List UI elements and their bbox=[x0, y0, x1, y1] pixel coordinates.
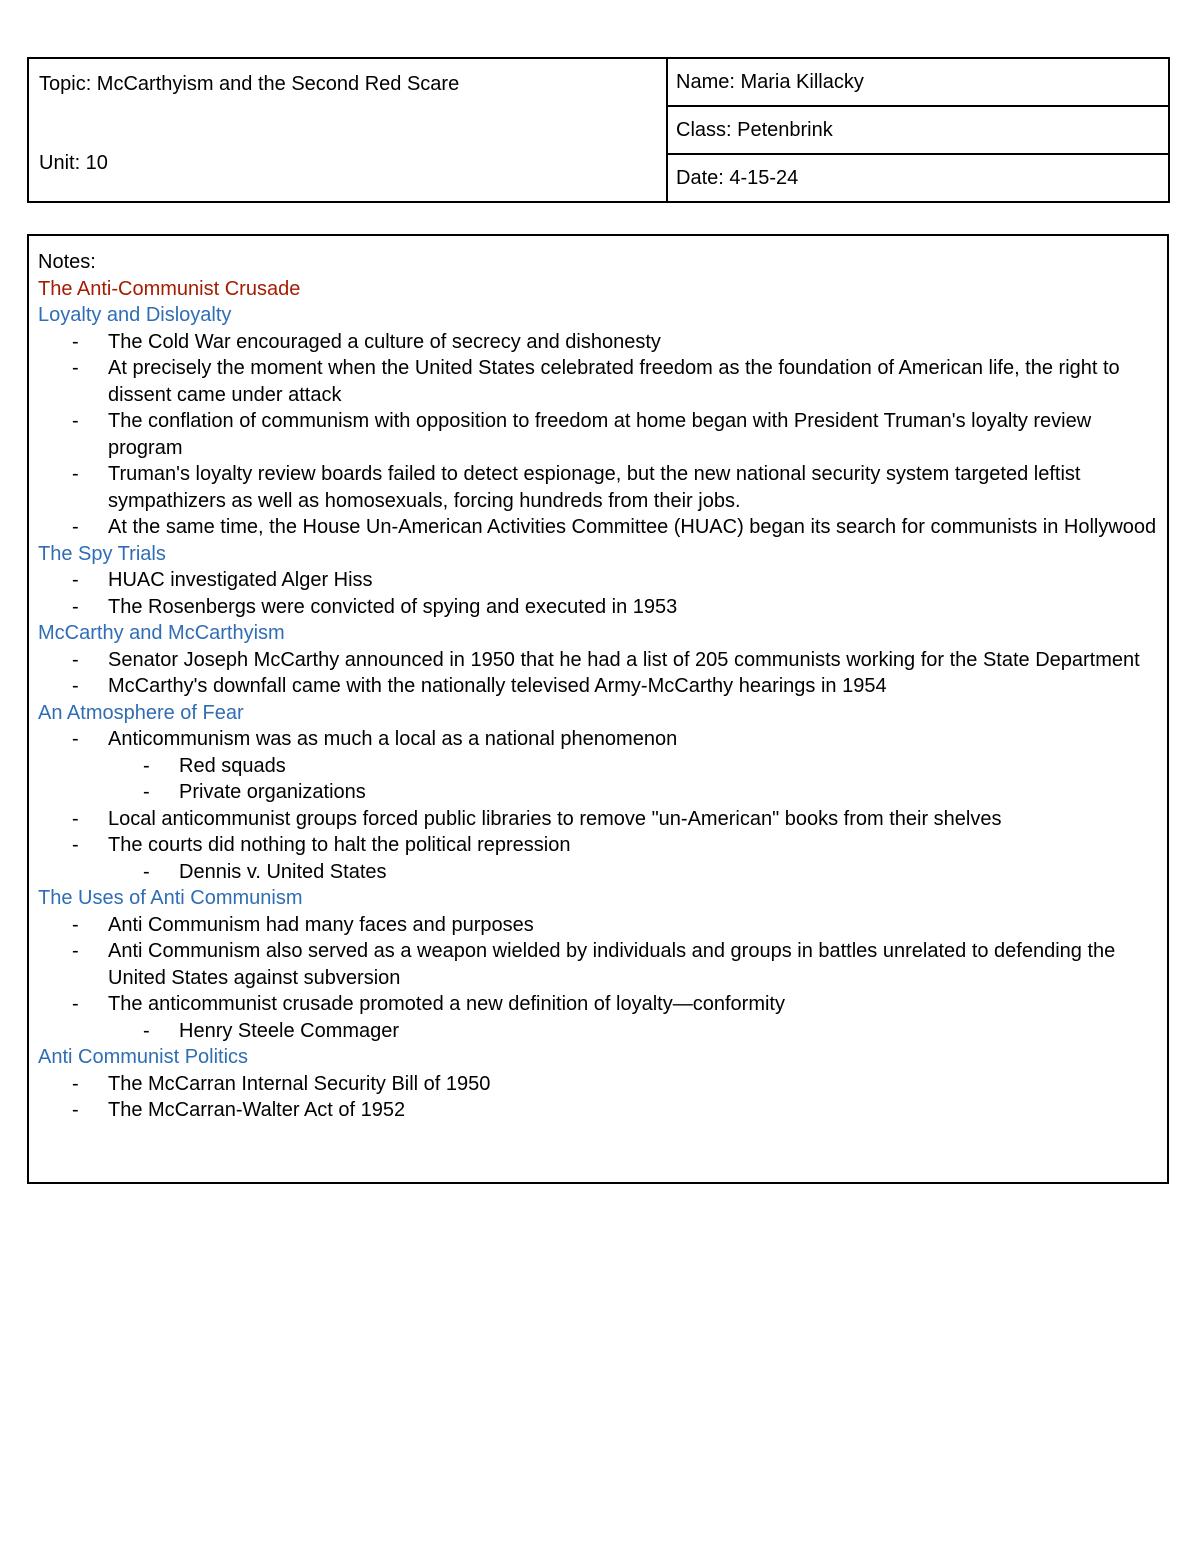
list-item bbox=[38, 806, 1159, 833]
notes-label: Notes: bbox=[38, 251, 96, 273]
dash-bullet: - bbox=[72, 993, 79, 1015]
list-item-text: Private organizations bbox=[179, 781, 366, 803]
section-heading: Anti Communist Politics bbox=[38, 1046, 249, 1068]
dash-bullet: - bbox=[72, 940, 79, 962]
name-field: Name: Maria Killacky bbox=[668, 59, 1168, 107]
dash-bullet: - bbox=[143, 1019, 150, 1042]
list-item bbox=[38, 673, 1159, 700]
section-heading: McCarthy and McCarthyism bbox=[38, 622, 285, 644]
sub-list-item bbox=[38, 753, 1159, 780]
header-table bbox=[27, 57, 1170, 203]
list-item-text: The conflation of communism with opposition to freedom at home began with President Truman's loyalty review program bbox=[108, 410, 1092, 459]
list-item-text: Henry Steele Commager bbox=[179, 1019, 400, 1042]
list-item-text: The McCarran Internal Security Bill of 1950 bbox=[108, 1072, 491, 1095]
section-heading: The Spy Trials bbox=[38, 542, 166, 565]
sub-list-item bbox=[38, 779, 1159, 806]
dash-bullet: - bbox=[72, 834, 79, 856]
list-item bbox=[38, 408, 1159, 461]
bullet-list bbox=[38, 567, 1159, 620]
dash-bullet: - bbox=[72, 410, 79, 432]
list-item bbox=[38, 647, 1159, 674]
list-item bbox=[38, 832, 1159, 859]
list-item-text: McCarthy's downfall came with the nationally televised Army-McCarthy hearings in 1954 bbox=[108, 675, 887, 697]
dash-bullet: - bbox=[72, 675, 79, 697]
dash-bullet: - bbox=[72, 569, 79, 591]
sub-list-item bbox=[38, 859, 1159, 886]
section-heading: An Atmosphere of Fear bbox=[38, 701, 244, 724]
list-item-text: HUAC investigated Alger Hiss bbox=[108, 569, 373, 591]
list-item-text: Anticommunism was as much a local as a national phenomenon bbox=[108, 728, 678, 750]
bullet-list bbox=[38, 726, 1159, 885]
header-right-cells bbox=[668, 59, 1168, 201]
dash-bullet: - bbox=[143, 860, 150, 883]
sub-list-item bbox=[38, 1018, 1159, 1045]
dash-bullet: - bbox=[72, 595, 79, 618]
list-item bbox=[38, 461, 1159, 514]
section-heading: The Uses of Anti Communism bbox=[38, 887, 303, 909]
section-heading: Loyalty and Disloyalty bbox=[38, 304, 232, 326]
list-item-text: The anticommunist crusade promoted a new definition of loyalty—conformity bbox=[108, 993, 785, 1015]
dash-bullet: - bbox=[143, 781, 150, 803]
list-item bbox=[38, 1071, 1159, 1098]
notes-box bbox=[27, 234, 1169, 1184]
list-item-text: The Rosenbergs were convicted of spying and executed in 1953 bbox=[108, 595, 678, 618]
date-field: Date: 4-15-24 bbox=[676, 166, 799, 189]
dash-bullet: - bbox=[72, 357, 79, 379]
list-item bbox=[38, 355, 1159, 408]
dash-bullet: - bbox=[72, 516, 79, 538]
bullet-list bbox=[38, 647, 1159, 700]
dash-bullet: - bbox=[72, 463, 79, 485]
list-item-text: Dennis v. United States bbox=[179, 860, 387, 883]
dash-bullet: - bbox=[72, 648, 79, 671]
list-item-text: The courts did nothing to halt the political repression bbox=[108, 834, 571, 856]
class-field: Class: Petenbrink bbox=[668, 107, 1168, 155]
list-item bbox=[38, 329, 1159, 356]
header-left-cell bbox=[29, 59, 668, 201]
list-item bbox=[38, 594, 1159, 621]
list-item-text: Anti Communism also served as a weapon wielded by individuals and groups in battles unrelated to defending the United States against subversion bbox=[108, 940, 1116, 989]
topic-field: Topic: McCarthyism and the Second Red Scare bbox=[39, 73, 460, 95]
bullet-list bbox=[38, 329, 1159, 541]
dash-bullet: - bbox=[72, 1099, 79, 1121]
dash-bullet: - bbox=[72, 1072, 79, 1095]
list-item-text: At the same time, the House Un-American Activities Committee (HUAC) began its search for communists in Hollywood bbox=[108, 516, 1157, 538]
dash-bullet: - bbox=[72, 330, 79, 353]
list-item-text: Truman's loyalty review boards failed to detect espionage, but the new national security system targeted leftist sympathizers as well as homosexuals, forcing hundreds from their jobs. bbox=[108, 463, 1081, 512]
dash-bullet: - bbox=[72, 913, 79, 936]
list-item-text: Anti Communism had many faces and purposes bbox=[108, 913, 534, 936]
list-item-text: Red squads bbox=[179, 754, 286, 777]
list-item-text: At precisely the moment when the United States celebrated freedom as the foundation of American life, the right to dissent came under attack bbox=[108, 357, 1120, 406]
list-item bbox=[38, 567, 1159, 594]
list-item-text: The Cold War encouraged a culture of secrecy and dishonesty bbox=[108, 330, 661, 353]
bullet-list bbox=[38, 1071, 1159, 1124]
list-item-text: Senator Joseph McCarthy announced in 1950 that he had a list of 205 communists working for the State Department bbox=[108, 648, 1140, 671]
dash-bullet: - bbox=[72, 728, 79, 750]
list-item bbox=[38, 991, 1159, 1018]
list-item bbox=[38, 912, 1159, 939]
unit-field: Unit: 10 bbox=[39, 152, 108, 174]
list-item bbox=[38, 726, 1159, 753]
list-item-text: The McCarran-Walter Act of 1952 bbox=[108, 1099, 406, 1121]
dash-bullet: - bbox=[143, 754, 150, 777]
list-item bbox=[38, 514, 1159, 541]
list-item bbox=[38, 1097, 1159, 1124]
notes-main-title: The Anti-Communist Crusade bbox=[38, 277, 301, 300]
bullet-list bbox=[38, 912, 1159, 1045]
dash-bullet: - bbox=[72, 807, 79, 830]
list-item bbox=[38, 938, 1159, 991]
list-item-text: Local anticommunist groups forced public libraries to remove "un-American" books from their shelves bbox=[108, 807, 1002, 830]
